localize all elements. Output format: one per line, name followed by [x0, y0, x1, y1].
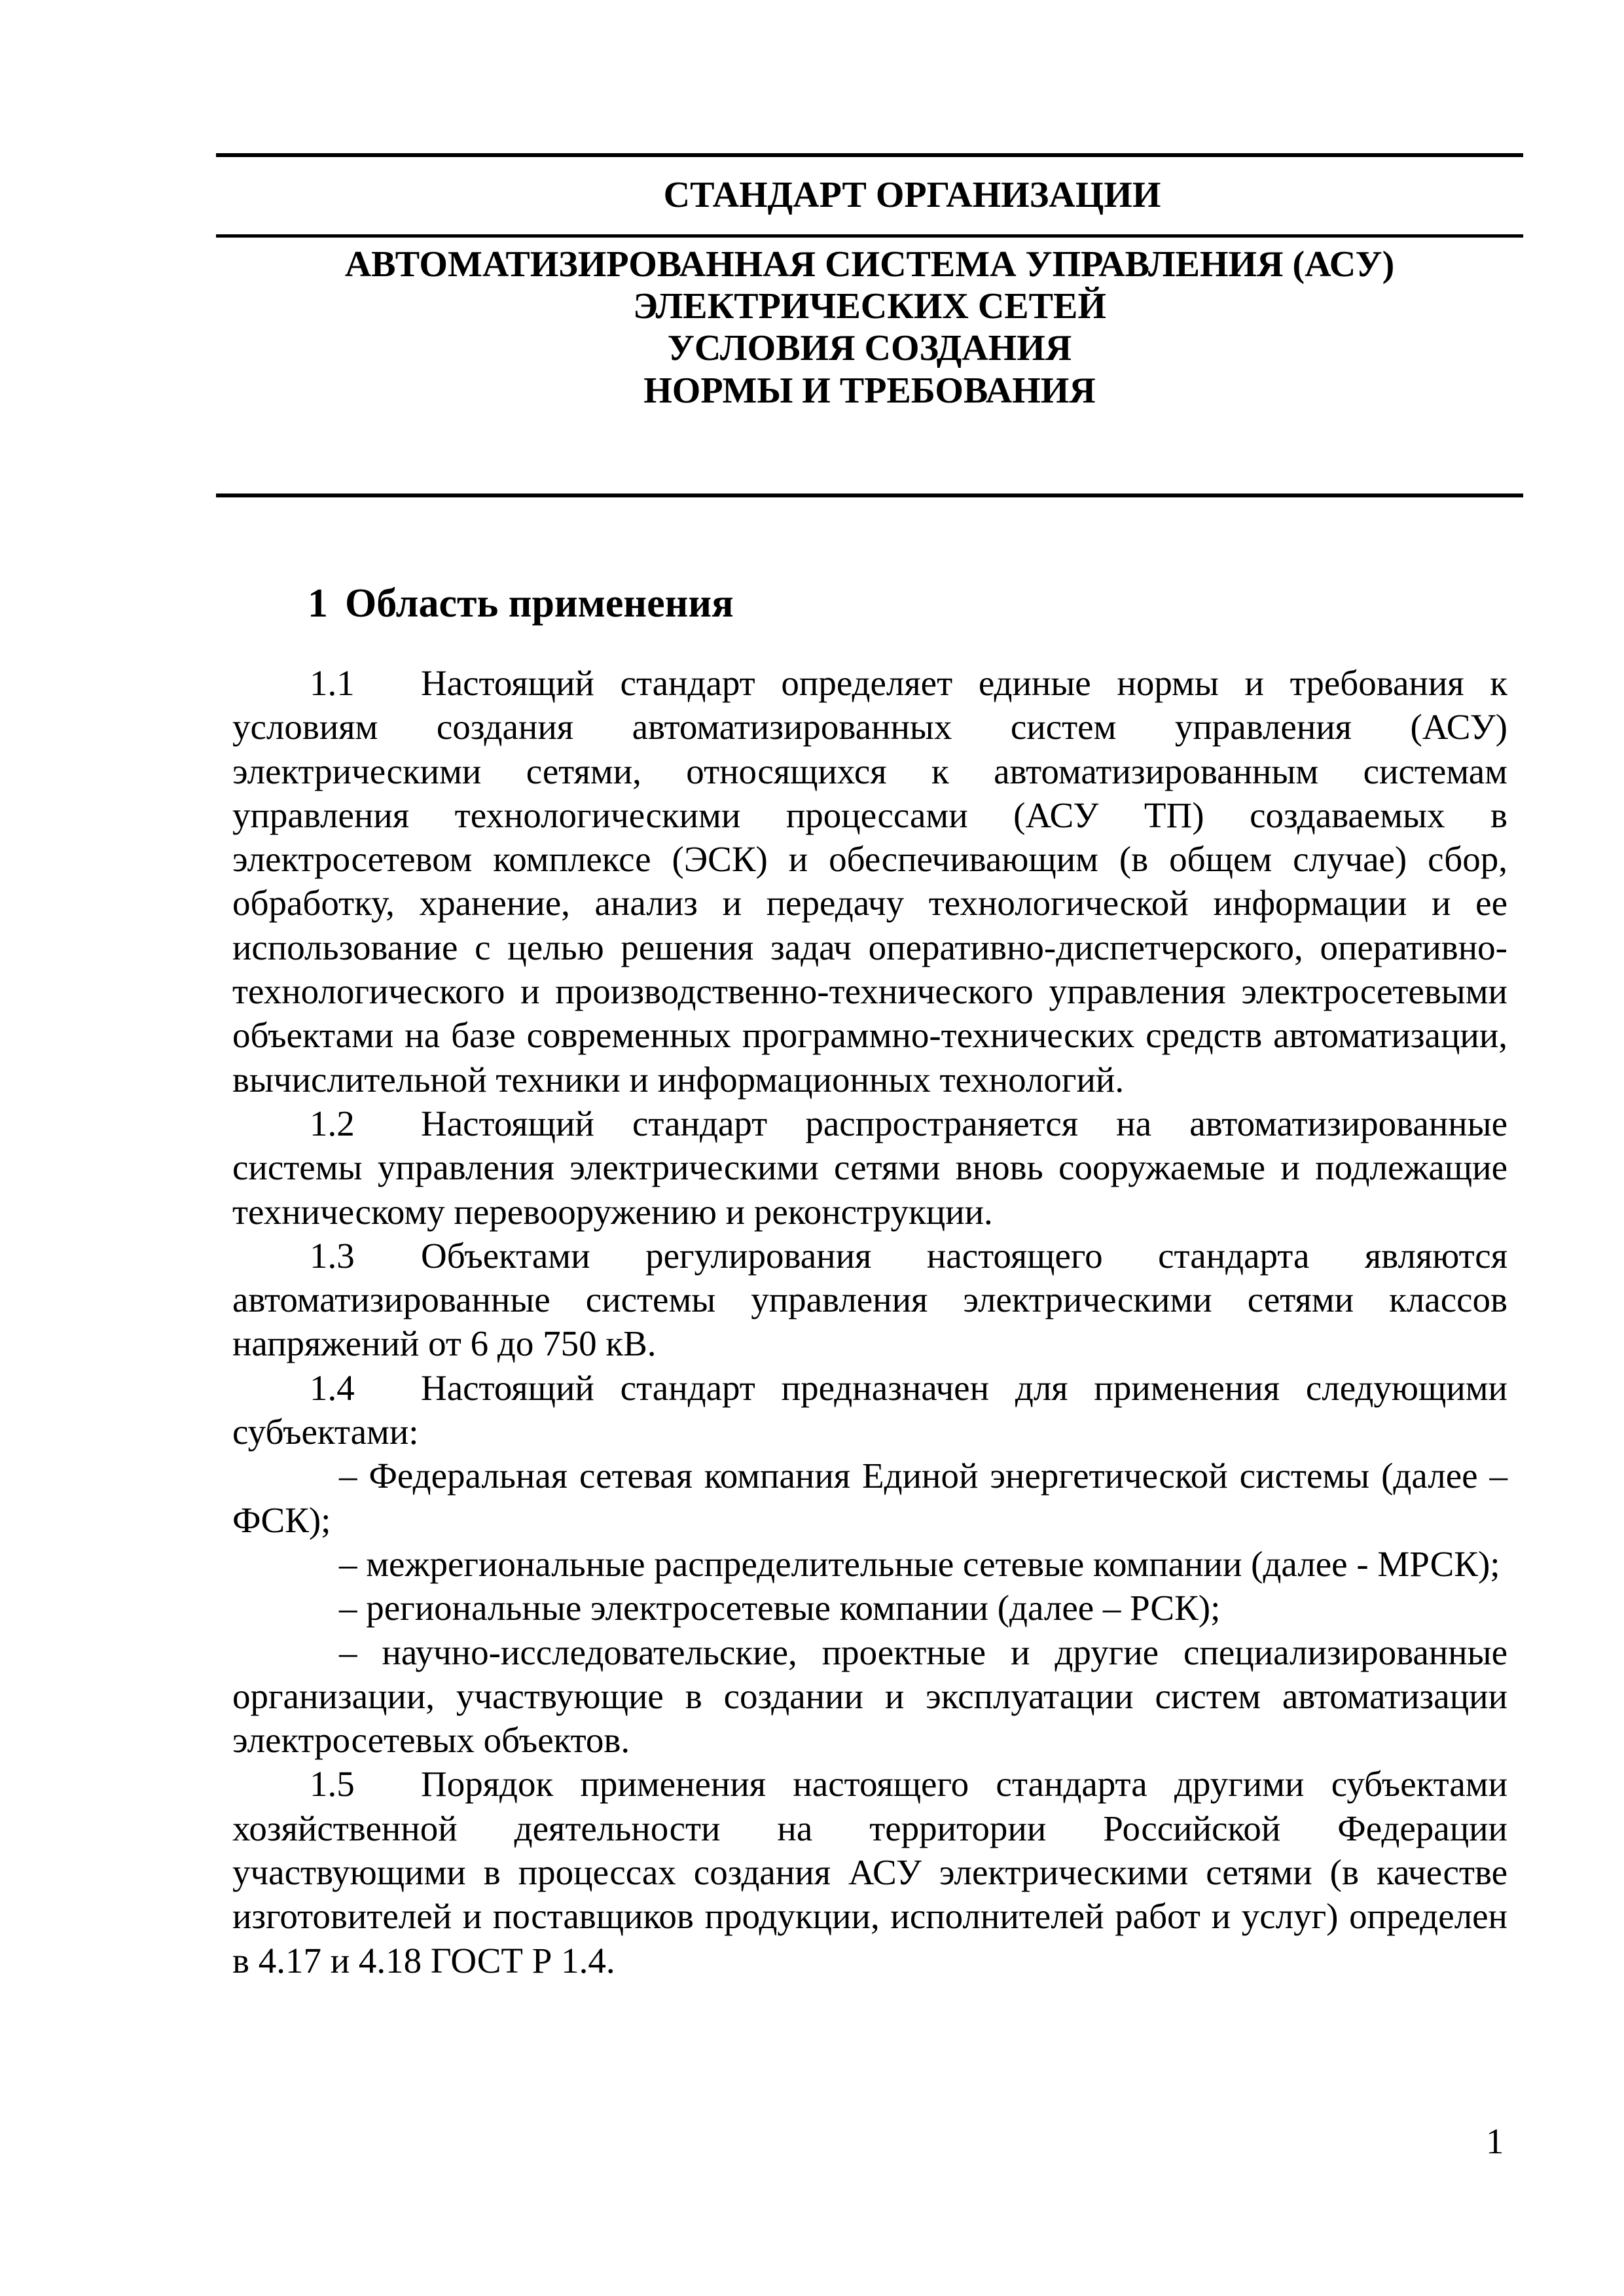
paragraph-1-4 [232, 1366, 1507, 1454]
paragraph-number: 1.1 [310, 663, 355, 703]
section-number: 1 [308, 581, 328, 626]
list-item: – научно-исследовательские, проектные и другие специализированные организации, участвующие в создании и эксплуатации систем автоматизации электросетевых объектов. [232, 1632, 1507, 1761]
paragraph-number: 1.3 [310, 1235, 355, 1276]
paragraph-text: Порядок применения настоящего стандарта другими субъектами хозяйственной деятельности на территории Российской Федерации участвующими в процессах создания АСУ электрическими сетями (в качестве изготовителей и поставщиков продукции, исполнителей работ и услуг) определен в 4.17 и 4.18 ГОСТ Р 1.4. [232, 1764, 1507, 1981]
page-number: 1 [1486, 2121, 1504, 2161]
paragraph-text: Настоящий стандарт предназначен для применения следующими субъектами: [232, 1367, 1507, 1452]
paragraph-1-3 [232, 1234, 1507, 1366]
document-title-line-4: НОРМЫ И ТРЕБОВАНИЯ [643, 370, 1096, 411]
list-item: – межрегиональные распределительные сетевые компании (далее - МРСК); [339, 1543, 1500, 1584]
list-item: – региональные электросетевые компании (далее – РСК); [339, 1588, 1221, 1628]
paragraph-text: Настоящий стандарт определяет единые нормы и требования к условиям создания автоматизированных систем управления (АСУ) электрическими сетями, относящихся к автоматизированным системам управления технологическими процессами (АСУ ТП) создаваемых в электросетевом комплексе (ЭСК) и обеспечивающим (в общем случае) сбор, обработку, хранение, анализ и передачу технологической информации и ее использование с целью решения задач оперативно-диспетчерского, оперативно-технологического и производственно-технического управления электросетевыми объектами на базе современных программно-технических средств автоматизации, вычислительной техники и информационных технологий. [232, 663, 1507, 1100]
paragraph-text: Настоящий стандарт распространяется на автоматизированные системы управления электрическими сетями вновь сооружаемые и подлежащие техническому перевооружению и реконструкции. [232, 1103, 1507, 1232]
paragraph-text: Объектами регулирования настоящего стандарта являются автоматизированные системы управления электрическими сетями классов напряжений от 6 до 750 кВ. [232, 1235, 1507, 1364]
paragraph-1-1 [232, 661, 1507, 1102]
section-heading [308, 580, 734, 627]
top-rule [216, 153, 1523, 157]
paragraph-number: 1.5 [310, 1764, 355, 1804]
paragraph-1-2 [232, 1102, 1507, 1234]
section-title: Область применения [345, 581, 734, 626]
document-body [232, 661, 1507, 1982]
document-title-line-1: АВТОМАТИЗИРОВАННАЯ СИСТЕМА УПРАВЛЕНИЯ (АСУ) [344, 244, 1395, 285]
paragraph-1-5 [232, 1762, 1507, 1982]
document-title-line-2: ЭЛЕКТРИЧЕСКИХ СЕТЕЙ [633, 286, 1106, 327]
document-title-line-3: УСЛОВИЯ СОЗДАНИЯ [667, 328, 1072, 368]
header-divider [216, 234, 1523, 238]
paragraph-number: 1.4 [310, 1367, 355, 1408]
paragraph-number: 1.2 [310, 1103, 355, 1143]
organization-standard-title: СТАНДАРТ ОРГАНИЗАЦИИ [663, 175, 1161, 215]
title-bottom-rule [216, 493, 1523, 497]
list-item: – Федеральная сетевая компания Единой энергетической системы (далее – ФСК); [232, 1456, 1507, 1540]
